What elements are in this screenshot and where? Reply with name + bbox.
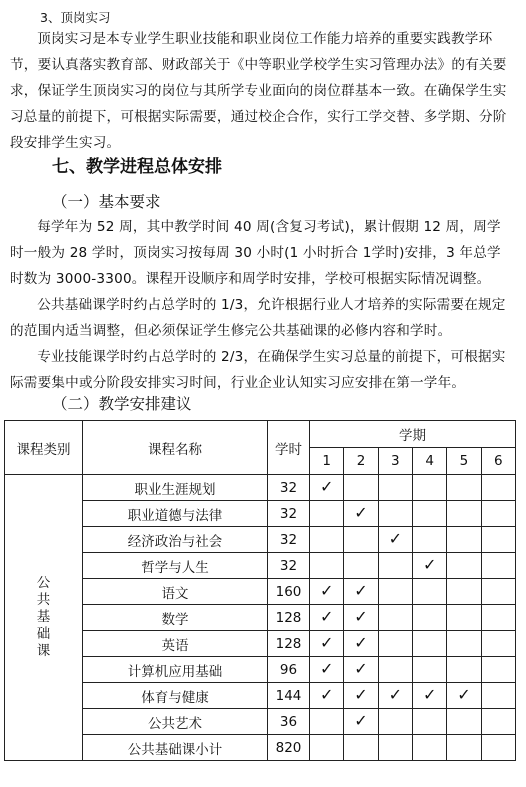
check-icon: ✓ [319, 685, 334, 704]
semester-cell [447, 579, 481, 605]
semester-cell [378, 709, 412, 735]
check-icon: ✓ [354, 711, 368, 730]
semester-cell [447, 683, 481, 709]
course-name: 公共基础课小计 [83, 735, 268, 761]
course-hours: 128 [268, 605, 310, 631]
semester-cell [310, 631, 344, 657]
semester-cell [447, 605, 481, 631]
course-name: 体育与健康 [83, 683, 268, 709]
semester-cell [447, 527, 481, 553]
check-icon: ✓ [388, 685, 403, 704]
semester-cell [310, 553, 344, 579]
semester-cell [310, 735, 344, 761]
semester-cell [412, 683, 446, 709]
semester-cell [310, 527, 344, 553]
semester-cell [378, 605, 412, 631]
semester-cell [310, 579, 344, 605]
header-hours: 学时 [268, 421, 310, 475]
semester-cell [412, 475, 446, 501]
semester-cell [378, 683, 412, 709]
semester-cell [481, 735, 515, 761]
check-icon: ✓ [457, 685, 471, 704]
semester-cell [447, 735, 481, 761]
header-course: 课程名称 [83, 421, 268, 475]
semester-cell [412, 501, 446, 527]
semester-cell [310, 683, 344, 709]
course-hours: 96 [268, 657, 310, 683]
course-name: 经济政治与社会 [83, 527, 268, 553]
semester-cell [412, 631, 446, 657]
header-semester: 学期 [310, 421, 516, 448]
semester-cell [344, 709, 378, 735]
semester-cell [378, 735, 412, 761]
header-semester-4: 4 [412, 448, 446, 475]
check-icon: ✓ [422, 685, 437, 704]
semester-cell [447, 631, 481, 657]
header-semester-2: 2 [344, 448, 378, 475]
check-icon: ✓ [422, 555, 437, 574]
course-name: 英语 [83, 631, 268, 657]
semester-cell [412, 579, 446, 605]
semester-cell [344, 631, 378, 657]
schedule-table [4, 420, 516, 761]
check-icon: ✓ [319, 633, 334, 652]
check-icon: ✓ [319, 659, 334, 678]
check-icon: ✓ [319, 607, 334, 626]
table-row [5, 475, 516, 501]
semester-cell [447, 657, 481, 683]
course-hours: 128 [268, 631, 310, 657]
course-name: 职业道德与法律 [83, 501, 268, 527]
check-icon: ✓ [354, 607, 368, 626]
semester-cell [378, 527, 412, 553]
semester-cell [378, 631, 412, 657]
paragraph-public-courses: 公共基础课学时约占总学时的 1/3，允许根据行业人才培养的实际需要在规定的范围内适当调整，但必须保证学生修完公共基础课的必修内容和学时。 [10, 297, 506, 339]
semester-cell [344, 683, 378, 709]
semester-cell [412, 527, 446, 553]
course-hours: 32 [268, 527, 310, 553]
semester-cell [310, 657, 344, 683]
semester-cell [344, 553, 378, 579]
semester-cell [412, 553, 446, 579]
semester-cell [481, 579, 515, 605]
semester-cell [481, 527, 515, 553]
semester-cell [378, 475, 412, 501]
course-hours: 32 [268, 475, 310, 501]
intro-paragraph: 顶岗实习是本专业学生职业技能和职业岗位工作能力培养的重要实践教学环节，要认真落实教育部、财政部关于《中等职业学校学生实习管理办法》的有关要求，保证学生顶岗实习的岗位与其所学专业面向的岗位群基本一致。在确保学生实习总量的前提下，可根据实际需要，通过校企合作，实行工学交替、多学期、分阶段安排学生实习。 [10, 31, 507, 151]
check-icon: ✓ [388, 529, 403, 548]
check-icon: ✓ [319, 477, 334, 496]
check-icon: ✓ [354, 659, 368, 678]
semester-cell [378, 501, 412, 527]
semester-cell [344, 475, 378, 501]
header-category: 课程类别 [5, 421, 83, 475]
check-icon: ✓ [354, 633, 368, 652]
paragraph-professional-courses: 专业技能课学时约占总学时的 2/3，在确保学生实习总量的前提下，可根据实际需要集中或分阶段安排实习时间，行业企业认知实习应安排在第一学年。 [10, 349, 506, 391]
semester-cell [344, 527, 378, 553]
category-cell [5, 475, 83, 761]
semester-cell [481, 657, 515, 683]
course-hours: 36 [268, 709, 310, 735]
semester-cell [412, 735, 446, 761]
semester-cell [378, 657, 412, 683]
check-icon: ✓ [354, 503, 368, 522]
course-name: 职业生涯规划 [83, 475, 268, 501]
semester-cell [412, 605, 446, 631]
course-hours: 820 [268, 735, 310, 761]
semester-cell [481, 605, 515, 631]
semester-cell [378, 553, 412, 579]
category-label: 公共基础课 [36, 575, 51, 659]
course-name: 计算机应用基础 [83, 657, 268, 683]
semester-cell [447, 709, 481, 735]
semester-cell [481, 631, 515, 657]
chapter-heading: 七、教学进程总体安排 [52, 157, 222, 177]
semester-cell [447, 475, 481, 501]
semester-cell [481, 501, 515, 527]
course-hours: 32 [268, 553, 310, 579]
section-number-title: 3、顶岗实习 [40, 10, 111, 25]
course-hours: 32 [268, 501, 310, 527]
semester-cell [481, 709, 515, 735]
semester-cell [344, 735, 378, 761]
semester-cell [481, 475, 515, 501]
check-icon: ✓ [354, 685, 368, 704]
semester-cell [481, 683, 515, 709]
check-icon: ✓ [354, 581, 368, 600]
check-icon: ✓ [319, 581, 334, 600]
course-name: 哲学与人生 [83, 553, 268, 579]
semester-cell [310, 475, 344, 501]
course-hours: 160 [268, 579, 310, 605]
semester-cell [447, 553, 481, 579]
semester-cell [412, 657, 446, 683]
semester-cell [310, 709, 344, 735]
course-name: 语文 [83, 579, 268, 605]
header-semester-5: 5 [447, 448, 481, 475]
header-semester-3: 3 [378, 448, 412, 475]
semester-cell [344, 605, 378, 631]
semester-cell [344, 657, 378, 683]
header-semester-6: 6 [481, 448, 515, 475]
course-name: 公共艺术 [83, 709, 268, 735]
paragraph-weeks: 每学年为 52 周，其中教学时间 40 周(含复习考试)，累计假期 12 周，周学时一般为 28 学时，顶岗实习按每周 30 小时(1 小时折合 1学时)安排，3 年总学时数为 3000-3300。课程开设顺序和周学时安排，学校可根据实际情况调整。 [10, 219, 501, 287]
semester-cell [412, 709, 446, 735]
semester-cell [344, 501, 378, 527]
subheading-teaching-arrangement: （二）教学安排建议 [52, 395, 192, 413]
semester-cell [310, 605, 344, 631]
semester-cell [447, 501, 481, 527]
course-name: 数学 [83, 605, 268, 631]
semester-cell [378, 579, 412, 605]
subheading-basic-requirements: （一）基本要求 [52, 193, 161, 211]
course-hours: 144 [268, 683, 310, 709]
semester-cell [481, 553, 515, 579]
header-semester-1: 1 [310, 448, 344, 475]
semester-cell [310, 501, 344, 527]
semester-cell [344, 579, 378, 605]
